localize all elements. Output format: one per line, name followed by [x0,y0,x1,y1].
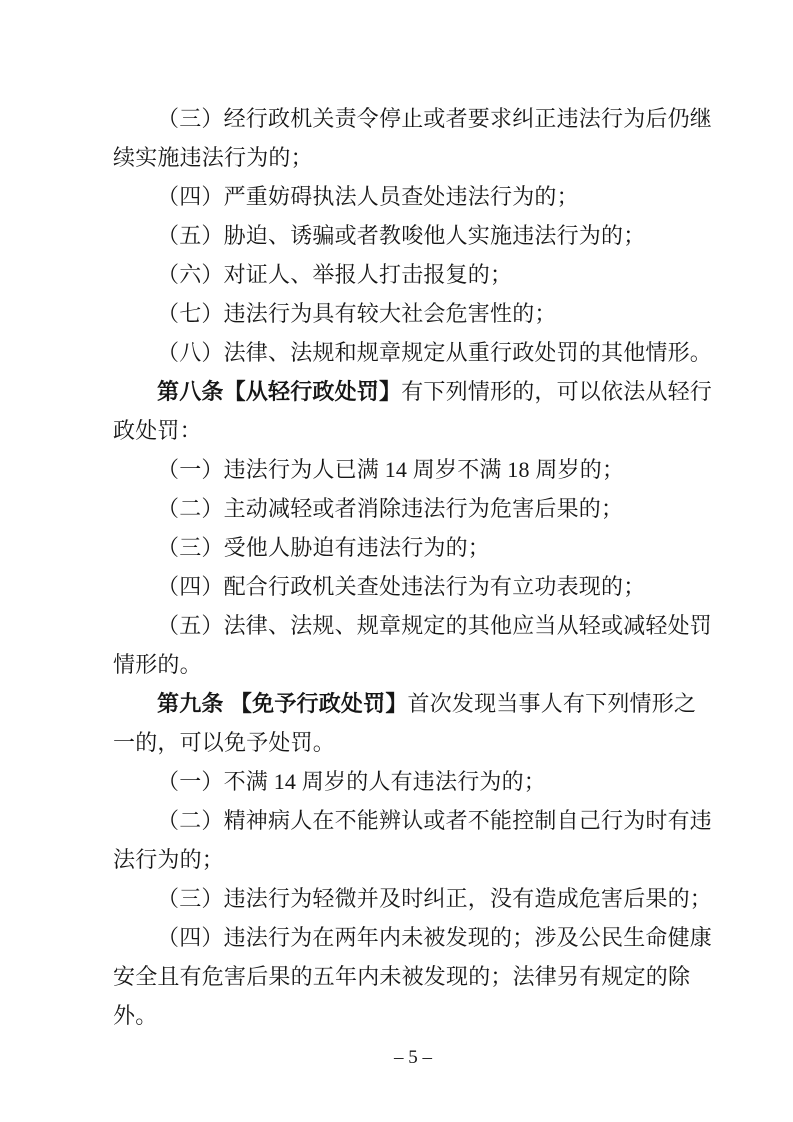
document-line [113,411,713,450]
document-line [113,528,713,567]
body-text: （一）违法行为人已满 14 周岁不满 18 周岁的； [157,457,625,482]
document-line [113,723,713,762]
body-text: 安全且有危害后果的五年内未被发现的；法律另有规定的除 [113,964,691,989]
body-text: （一）不满 14 周岁的人有违法行为的； [157,769,547,794]
document-line [113,957,713,996]
document-line [113,606,713,645]
body-text: （五）法律、法规、规章规定的其他应当从轻或减轻处罚 [157,613,713,638]
document-line [113,801,713,840]
page-number: – 5 – [394,1047,432,1068]
document-line [113,879,713,918]
body-text: （五）胁迫、诱骗或者教唆他人实施违法行为的； [157,223,646,248]
document-line [113,567,713,606]
body-text: （七）违法行为具有较大社会危害性的； [157,301,557,326]
document-line [113,684,713,723]
body-text: （三）违法行为轻微并及时纠正，没有造成危害后果的； [157,886,713,911]
article-heading: 第九条 【免予行政处罚】 [157,691,408,716]
document-line [113,372,713,411]
document-line [113,216,713,255]
body-text: 首次发现当事人有下列情形之 [407,691,697,716]
document-line [113,294,713,333]
body-text: 情形的。 [113,652,202,677]
body-text: （二）主动减轻或者消除违法行为危害后果的； [157,496,624,521]
body-text: （三）经行政机关责令停止或者要求纠正违法行为后仍继 [157,106,713,131]
body-text: （四）违法行为在两年内未被发现的；涉及公民生命健康 [157,925,713,950]
document-line [113,99,713,138]
body-text: 外。 [113,1003,158,1028]
body-text: （四）配合行政机关查处违法行为有立功表现的； [157,574,646,599]
body-text: （八）法律、法规和规章规定从重行政处罚的其他情形。 [157,340,713,365]
body-text: 有下列情形的，可以依法从轻行 [401,379,713,404]
body-text: （六）对证人、举报人打击报复的； [157,262,513,287]
document-line [113,177,713,216]
document-line [113,333,713,372]
body-text: （二）精神病人在不能辨认或者不能控制自己行为时有违 [157,808,713,833]
document-line [113,762,713,801]
document-line [113,840,713,879]
body-text: （三）受他人胁迫有违法行为的； [157,535,491,560]
body-text: 政处罚： [113,418,202,443]
document-line [113,489,713,528]
document-line [113,645,713,684]
document-line [113,450,713,489]
body-text: 一的，可以免予处罚。 [113,730,336,755]
document-text-block [113,99,713,1035]
document-line [113,255,713,294]
document-line [113,138,713,177]
document-line [113,918,713,957]
body-text: 续实施违法行为的； [113,145,313,170]
body-text: 法行为的； [113,847,225,872]
body-text: （四）严重妨碍执法人员查处违法行为的； [157,184,579,209]
document-line [113,996,713,1035]
article-heading: 第八条【从轻行政处罚】 [157,379,402,404]
